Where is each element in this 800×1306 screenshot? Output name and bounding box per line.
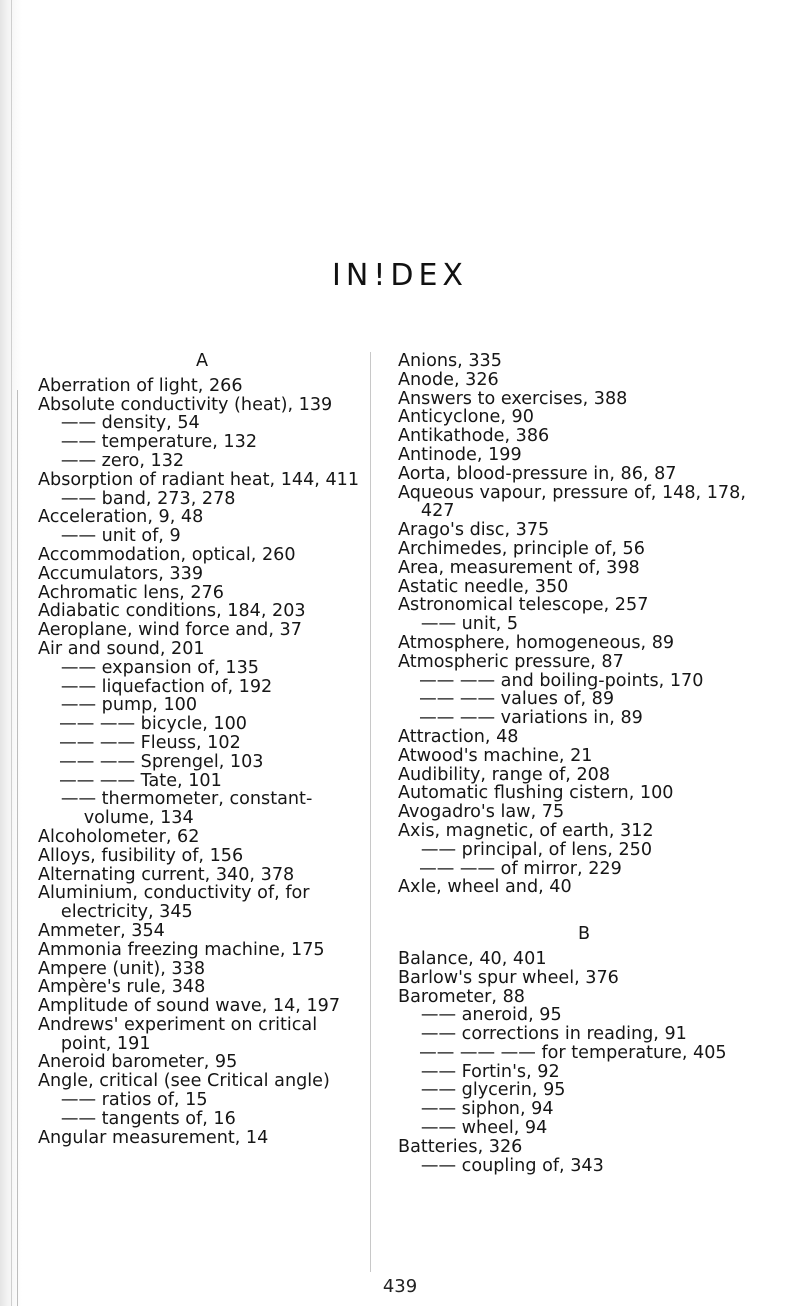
index-entry: Alloys, fusibility of, 156 bbox=[38, 845, 244, 866]
index-entry: Aqueous vapour, pressure of, 148, 178, 427 bbox=[398, 482, 746, 522]
index-entry: —— liquefaction of, 192 bbox=[60, 676, 273, 697]
binding-line bbox=[11, 0, 12, 1306]
index-entry: Acceleration, 9, 48 bbox=[38, 507, 204, 528]
index-entry: Anode, 326 bbox=[398, 369, 499, 390]
index-entry: Answers to exercises, 388 bbox=[398, 388, 628, 409]
index-entry: Batteries, 326 bbox=[398, 1136, 523, 1157]
binding-line bbox=[17, 390, 18, 1306]
index-entry: Aneroid barometer, 95 bbox=[38, 1052, 238, 1073]
index-entry: Ampère's rule, 348 bbox=[38, 977, 206, 998]
index-entry: —— expansion of, 135 bbox=[60, 657, 259, 678]
index-entry: Barlow's spur wheel, 376 bbox=[398, 967, 619, 988]
index-entry: —— —— Tate, 101 bbox=[59, 770, 222, 791]
index-entry: Amplitude of sound wave, 14, 197 bbox=[38, 996, 341, 1017]
index-entry: —— aneroid, 95 bbox=[420, 1005, 562, 1026]
index-entry: —— wheel, 94 bbox=[420, 1118, 548, 1139]
index-entry: —— density, 54 bbox=[60, 413, 200, 434]
right-entry-list-b bbox=[398, 950, 770, 1176]
index-entry: Accumulators, 339 bbox=[38, 563, 204, 584]
section-heading-a: A bbox=[195, 351, 209, 371]
index-entry: —— tangents of, 16 bbox=[60, 1108, 236, 1129]
index-entry: —— thermometer, constant-volume, 134 bbox=[60, 789, 313, 829]
index-entry: Alternating current, 340, 378 bbox=[38, 864, 295, 885]
index-entry: —— —— and boiling-points, 170 bbox=[419, 670, 704, 691]
section-gap bbox=[398, 897, 770, 925]
index-entry: —— Fortin's, 92 bbox=[420, 1061, 560, 1082]
left-column bbox=[38, 352, 366, 1147]
section-heading-b: B bbox=[577, 924, 591, 945]
index-entry: Achromatic lens, 276 bbox=[38, 582, 224, 603]
index-entry: Ampere (unit), 338 bbox=[38, 958, 206, 979]
index-entry: Alcoholometer, 62 bbox=[38, 826, 200, 847]
index-entry: —— —— of mirror, 229 bbox=[419, 858, 622, 879]
index-entry: Angular measurement, 14 bbox=[38, 1127, 269, 1148]
index-entry: Atwood's machine, 21 bbox=[398, 745, 593, 766]
index-entry: Aberration of light, 266 bbox=[38, 375, 243, 396]
index-entry: —— —— values of, 89 bbox=[419, 689, 615, 710]
index-entry: Avogadro's law, 75 bbox=[398, 802, 565, 823]
index-entry: —— glycerin, 95 bbox=[420, 1080, 566, 1101]
index-entry: Aluminium, conductivity of, for electricity, 345 bbox=[38, 883, 310, 923]
index-entry: Atmosphere, homogeneous, 89 bbox=[398, 632, 675, 653]
index-entry: —— —— Fleuss, 102 bbox=[59, 732, 241, 753]
index-entry: Antinode, 199 bbox=[398, 444, 522, 465]
page-number: 439 bbox=[382, 1276, 418, 1297]
index-entry: Accommodation, optical, 260 bbox=[38, 544, 296, 565]
index-entry: Adiabatic conditions, 184, 203 bbox=[38, 601, 306, 622]
index-entry: —— band, 273, 278 bbox=[60, 488, 236, 509]
index-entry: Atmospheric pressure, 87 bbox=[398, 651, 624, 672]
index-entry: —— zero, 132 bbox=[60, 450, 185, 471]
index-entry: —— siphon, 94 bbox=[420, 1099, 554, 1120]
right-column bbox=[398, 352, 770, 1175]
page-title: IN!DEX bbox=[332, 258, 468, 293]
index-entry: Andrews' experiment on critical point, 191 bbox=[38, 1014, 318, 1054]
index-entry: Barometer, 88 bbox=[398, 986, 525, 1007]
index-entry: Aorta, blood-pressure in, 86, 87 bbox=[398, 463, 677, 484]
left-entry-list bbox=[38, 377, 366, 1148]
column-divider bbox=[370, 352, 371, 1272]
index-entry: —— —— Sprengel, 103 bbox=[59, 751, 264, 772]
index-entry: —— —— —— for temperature, 405 bbox=[419, 1042, 727, 1063]
index-entry: Absorption of radiant heat, 144, 411 bbox=[38, 469, 360, 490]
index-entry: Angle, critical (see Critical angle) bbox=[38, 1071, 330, 1092]
index-entry: Axis, magnetic, of earth, 312 bbox=[398, 820, 654, 841]
index-entry: —— unit of, 9 bbox=[60, 526, 181, 547]
index-entry: —— —— bicycle, 100 bbox=[59, 714, 247, 735]
index-entry: —— coupling of, 343 bbox=[420, 1155, 604, 1176]
index-entry: Balance, 40, 401 bbox=[398, 948, 547, 969]
index-entry: Astronomical telescope, 257 bbox=[398, 595, 649, 616]
index-entry: —— —— variations in, 89 bbox=[419, 708, 643, 729]
index-entry: —— corrections in reading, 91 bbox=[420, 1024, 687, 1045]
index-entry: Anticyclone, 90 bbox=[398, 407, 534, 428]
index-entry: Axle, wheel and, 40 bbox=[398, 877, 572, 898]
index-entry: Astatic needle, 350 bbox=[398, 576, 569, 597]
index-entry: —— unit, 5 bbox=[420, 614, 519, 635]
right-entry-list-a bbox=[398, 352, 770, 897]
index-entry: Ammeter, 354 bbox=[38, 920, 165, 941]
index-entry: Aeroplane, wind force and, 37 bbox=[38, 620, 302, 641]
index-entry: Antikathode, 386 bbox=[398, 426, 550, 447]
index-entry: —— temperature, 132 bbox=[60, 432, 258, 453]
index-entry: Ammonia freezing machine, 175 bbox=[38, 939, 325, 960]
index-entry: —— ratios of, 15 bbox=[60, 1090, 208, 1111]
index-entry: Archimedes, principle of, 56 bbox=[398, 538, 645, 559]
index-entry: Area, measurement of, 398 bbox=[398, 557, 640, 578]
index-entry: —— principal, of lens, 250 bbox=[420, 839, 653, 860]
index-entry: Anions, 335 bbox=[398, 351, 502, 371]
index-entry: Automatic flushing cistern, 100 bbox=[398, 783, 674, 804]
index-entry: —— pump, 100 bbox=[60, 695, 198, 716]
index-entry: Arago's disc, 375 bbox=[398, 520, 550, 541]
index-entry: Absolute conductivity (heat), 139 bbox=[38, 394, 333, 415]
index-entry: Audibility, range of, 208 bbox=[398, 764, 611, 785]
index-entry: Air and sound, 201 bbox=[38, 638, 205, 659]
index-entry: Attraction, 48 bbox=[398, 726, 519, 747]
